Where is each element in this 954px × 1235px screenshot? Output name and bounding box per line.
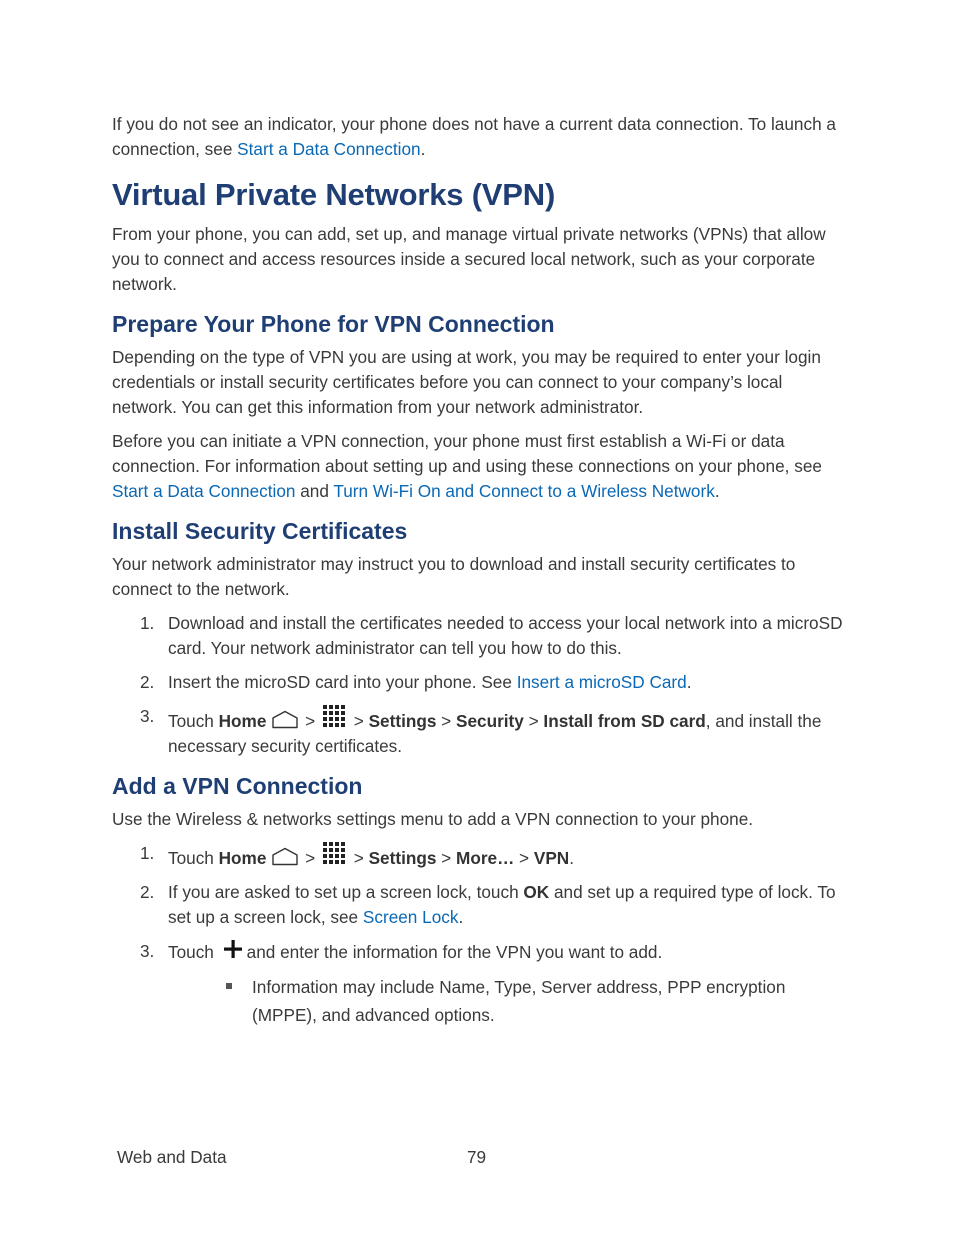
info-bullet: [168, 973, 852, 1029]
prepare-paragraph-1: Depending on the type of VPN you are using at work, you may be required to enter your login credentials or install security certificates before you can connect to your company’s local network. You can get this information from your network administrator.: [112, 347, 821, 417]
intro-paragraph: [112, 112, 852, 162]
prepare-text: Before you can initiate a VPN connection, your phone must first establish a Wi-Fi or data connection. For information about setting up and using these connections on your phone, see: [112, 431, 822, 476]
bullet-text: Information may include Name, Type, Server address, PPP encryption (MPPE), and advanced options.: [252, 977, 786, 1025]
bullet-marker: [226, 983, 232, 989]
settings-label: Settings: [368, 848, 437, 868]
step-touch: Touch: [168, 711, 219, 731]
start-data-connection-link-2[interactable]: Start a Data Connection: [112, 481, 296, 501]
apps-grid-icon: [322, 704, 347, 729]
step-number: 2.: [140, 672, 155, 692]
prepare-and: and: [295, 481, 334, 501]
separator: >: [436, 711, 456, 731]
separator: >: [300, 711, 320, 731]
step-number: 1.: [140, 843, 155, 863]
more-label: More…: [456, 848, 515, 868]
footer-section: Web and Data: [117, 1147, 227, 1167]
add-vpn-steps: [112, 841, 852, 1029]
vpn-title: Virtual Private Networks (VPN): [112, 177, 556, 212]
add-vpn-step-3: [112, 939, 852, 1029]
step-end: .: [458, 907, 464, 927]
separator: >: [523, 711, 544, 731]
certs-step-1: [112, 611, 852, 661]
step-text: Insert the microSD card into your phone. See: [168, 672, 517, 692]
step-text: and set up a required type of lock. To set up a screen lock, see: [168, 882, 836, 927]
step-number: 3.: [140, 941, 155, 961]
screen-lock-link[interactable]: Screen Lock: [362, 907, 459, 927]
certs-step-2: [112, 670, 852, 695]
plus-icon: [223, 939, 243, 959]
insert-microsd-link[interactable]: Insert a microSD Card: [516, 672, 687, 692]
step-number: 2.: [140, 882, 155, 902]
apps-grid-icon: [322, 841, 347, 866]
step-end: .: [686, 672, 692, 692]
page-footer: [117, 1145, 717, 1169]
step-text: and enter the information for the VPN you want to add.: [246, 942, 663, 962]
settings-label: Settings: [368, 711, 437, 731]
page-number: 79: [467, 1147, 487, 1167]
ok-label: OK: [523, 882, 550, 902]
prepare-end: .: [714, 481, 720, 501]
add-vpn-heading: Add a VPN Connection: [112, 773, 363, 799]
intro-text: If you do not see an indicator, your phone does not have a current data connection. To launch a connection, see: [112, 114, 836, 159]
separator: >: [514, 848, 534, 868]
document-page: [112, 112, 852, 1038]
home-icon: [270, 710, 300, 729]
separator: >: [300, 848, 320, 868]
prepare-paragraph-2: [112, 429, 852, 504]
install-from-sd-label: Install from SD card: [543, 711, 706, 731]
start-data-connection-link[interactable]: Start a Data Connection: [237, 139, 421, 159]
security-label: Security: [456, 711, 524, 731]
step-touch: Touch: [168, 848, 219, 868]
wifi-connect-link[interactable]: Turn Wi-Fi On and Connect to a Wireless Network: [333, 481, 715, 501]
vpn-description: From your phone, you can add, set up, and manage virtual private networks (VPNs) that allow you to connect and access resources inside a secured local network, such as your corporate network.: [112, 224, 826, 294]
separator: >: [436, 848, 456, 868]
step-number: 1.: [140, 613, 155, 633]
separator: >: [349, 848, 369, 868]
prepare-heading: Prepare Your Phone for VPN Connection: [112, 311, 555, 337]
add-vpn-step-1: [112, 841, 852, 871]
certs-intro: Your network administrator may instruct you to download and install security certificates to connect to the network.: [112, 554, 796, 599]
certs-step-3: [112, 704, 852, 759]
step-text: If you are asked to set up a screen lock, touch: [168, 882, 524, 902]
certs-heading: Install Security Certificates: [112, 518, 408, 544]
home-label: Home: [218, 711, 267, 731]
step-end: .: [569, 848, 574, 868]
add-vpn-intro: Use the Wireless & networks settings menu to add a VPN connection to your phone.: [112, 809, 754, 829]
step-text: Download and install the certificates needed to access your local network into a microSD card. Your network administrator can tell you how to do this.: [168, 613, 843, 658]
certs-steps: [112, 611, 852, 759]
home-icon: [270, 847, 300, 866]
step-number: 3.: [140, 706, 155, 726]
step-touch: Touch: [168, 942, 219, 962]
vpn-label: VPN: [533, 848, 570, 868]
separator: >: [349, 711, 369, 731]
intro-end: .: [420, 139, 426, 159]
step-end: , and install the necessary security certificates.: [168, 711, 822, 756]
home-label: Home: [218, 848, 267, 868]
add-vpn-step-2: [112, 880, 852, 930]
